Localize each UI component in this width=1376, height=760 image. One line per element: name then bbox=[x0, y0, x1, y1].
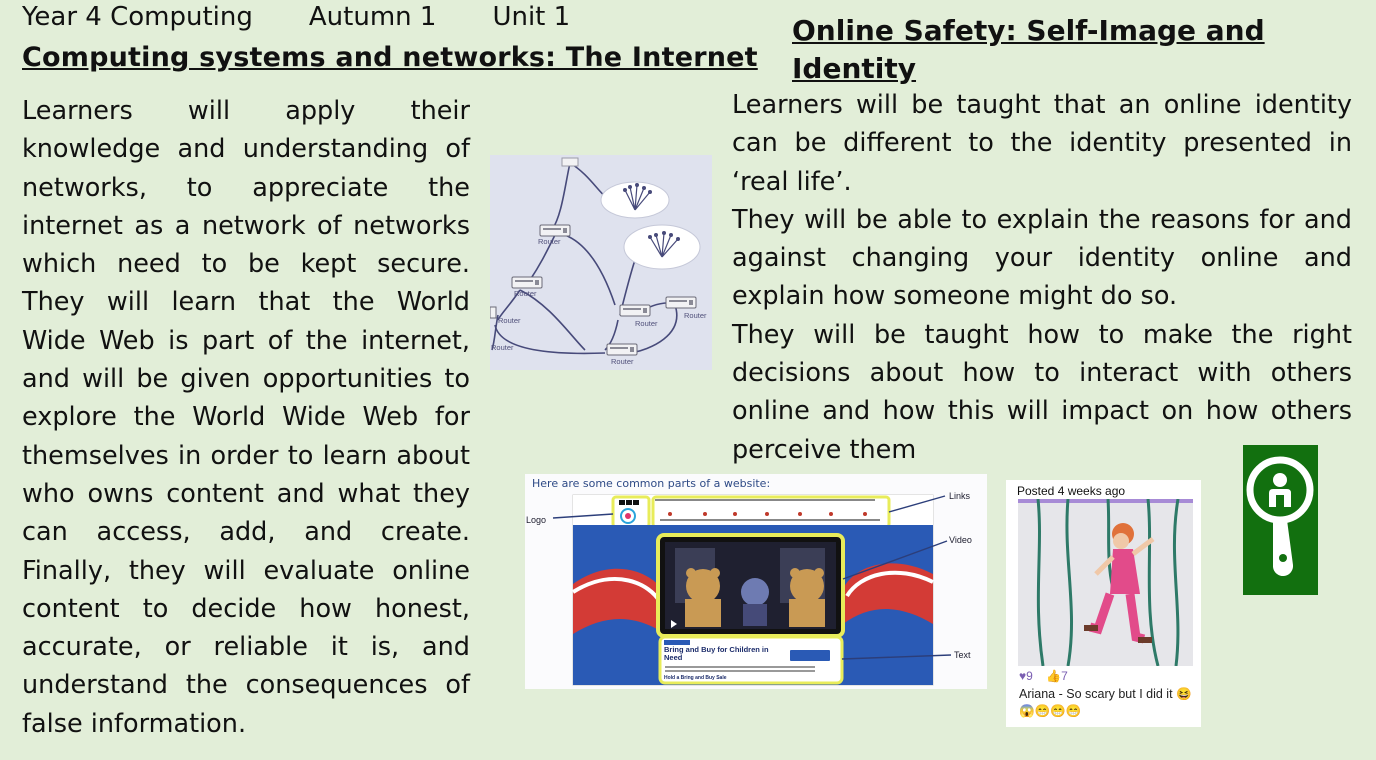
header-line bbox=[22, 2, 570, 32]
heart-count: 9 bbox=[1026, 669, 1033, 683]
router-label: Router bbox=[514, 289, 537, 298]
router-label: Router bbox=[491, 343, 514, 352]
right-title: Online Safety: Self-Image and Identity bbox=[792, 14, 1265, 85]
post-caption: Ariana - So scary but I did it 😆😱😁😁😁 bbox=[1019, 687, 1192, 718]
website-subline: Hold a Bring and Buy Sale bbox=[664, 675, 727, 681]
post-timestamp: Posted 4 weeks ago bbox=[1017, 484, 1126, 498]
router-label: Router bbox=[635, 319, 658, 328]
right-body-text bbox=[732, 86, 1352, 469]
text-label: Text bbox=[954, 650, 971, 660]
router-label: Router bbox=[498, 316, 521, 325]
right-paragraph: They will be able to explain the reasons for and against changing your identity online and explain how someone might do so. bbox=[732, 204, 1352, 312]
header-term: Autumn 1 bbox=[308, 2, 437, 32]
thumbs-up-icon[interactable]: 👍 bbox=[1046, 669, 1062, 683]
router-label: Router bbox=[684, 311, 707, 320]
left-body-text: Learners will apply their knowledge and understanding of networks, to appreciate the internet as a network of networks which need to be kept secure. They will learn that the World Wide Web is part of the internet, and will be given opportunities to explore the World Wide Web for themselves in order to learn about who owns content and what they can access, add, and create. Finally, they will evaluate online content to decide how honest, accurate, or reliable it is, and understand the consequences of false information. bbox=[22, 96, 470, 739]
climbing-photo bbox=[1018, 499, 1193, 666]
router-label: Router bbox=[538, 237, 561, 246]
right-paragraph: Learners will be taught that an online identity can be different to the identity presented in ‘real life’. bbox=[732, 90, 1352, 197]
heart-icon[interactable]: ♥ bbox=[1019, 669, 1027, 683]
logo-label: Logo bbox=[526, 515, 547, 525]
right-paragraph: They will be taught how to make the right decisions about how to interact with others online and how this will impact on how others perceive them bbox=[732, 319, 1352, 465]
links-label: Links bbox=[949, 491, 971, 501]
person-magnifier-icon bbox=[1243, 445, 1318, 595]
website-headline: Bring and Buy for Children in Need bbox=[664, 645, 769, 662]
like-count: 7 bbox=[1061, 669, 1068, 683]
header-unit: Unit 1 bbox=[492, 2, 571, 32]
network-diagram-image bbox=[490, 155, 712, 370]
left-title: Computing systems and networks: The Internet bbox=[22, 42, 758, 73]
video-label: Video bbox=[949, 535, 972, 545]
header-year: Year 4 Computing bbox=[22, 2, 253, 32]
social-post-image bbox=[1006, 480, 1201, 727]
website-parts-image bbox=[525, 474, 987, 689]
router-label: Router bbox=[611, 357, 634, 366]
website-caption: Here are some common parts of a website: bbox=[532, 477, 771, 490]
network-diagram-svg bbox=[490, 155, 712, 370]
post-stats bbox=[1019, 669, 1068, 683]
